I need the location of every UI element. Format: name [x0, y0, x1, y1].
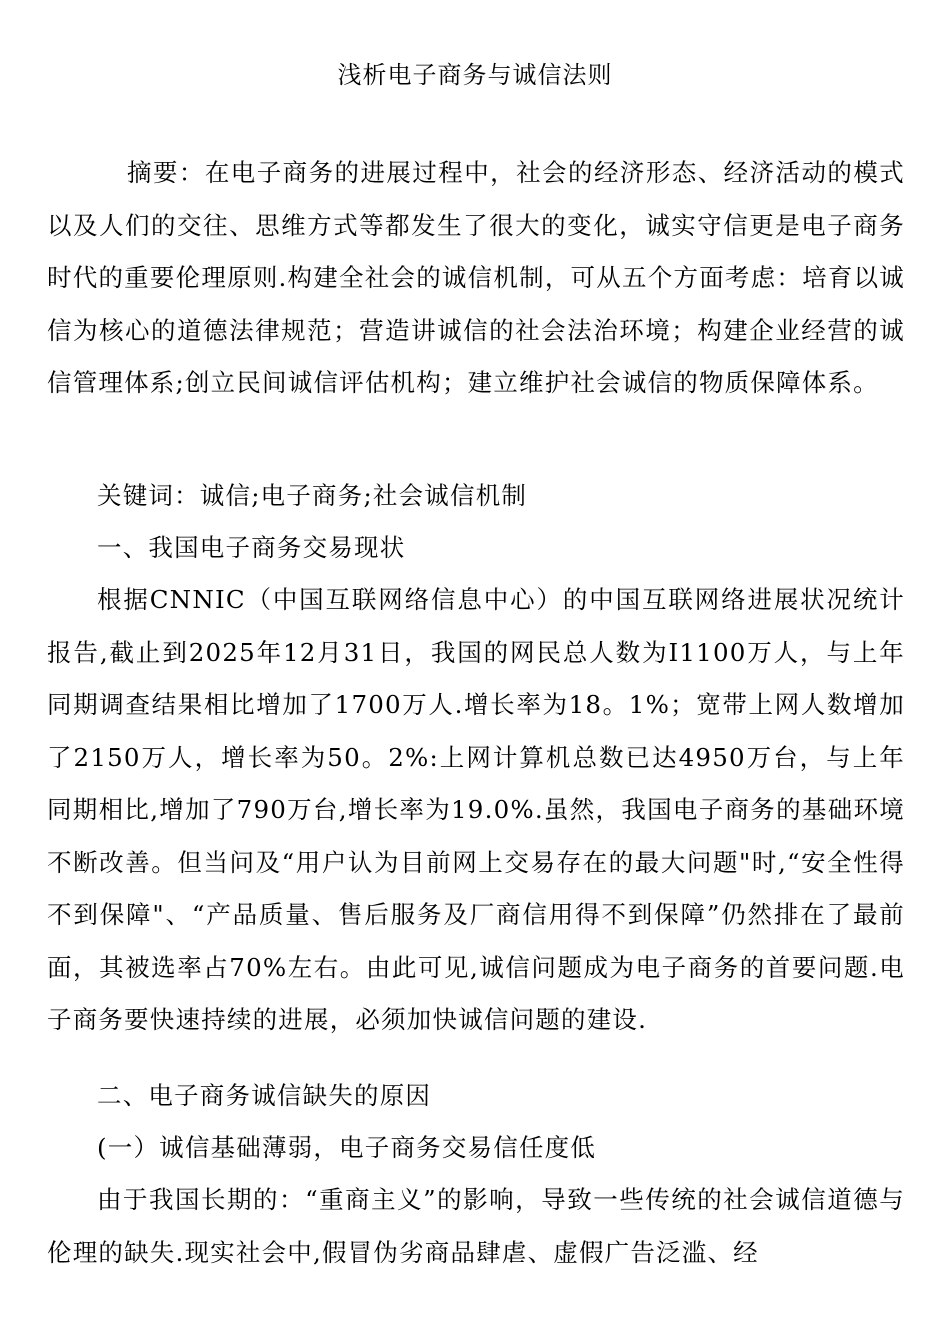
subsection-heading-2-1: (一）诚信基础薄弱，电子商务交易信任度低: [97, 1133, 597, 1162]
abstract-paragraph: 摘要：在电子商务的进展过程中，社会的经济形态、经济活动的模式以及人们的交往、思维方式等都发生了很大的变化，诚实守信更是电子商务时代的重要伦理原则.构建全社会的诚信机制，可从五个方面考虑：培育以诚信为核心的道德法律规范；营造讲诚信的社会法治环境；构建企业经营的诚信管理体系;创立民间诚信评估机构；建立维护社会诚信的物质保障体系。: [47, 158, 905, 397]
document-title: 浅析电子商务与诚信法则: [337, 61, 613, 89]
section-1-paragraph: 根据CNNIC（中国互联网络信息中心）的中国互联网络进展状况统计报告,截止到2025年12月31日，我国的网民总人数为I1100万人，与上年同期调查结果相比增加了1700万人.增长率为18。1%；宽带上网人数增加了2150万人，增长率为50。2%:上网计算机总数已达4950万台，与上年同期相比,增加了790万台,增长率为19.0%.虽然，我国电子商务的基础环境不断改善。但当问及“用户认为目前网上交易存在的最大问题"时,“安全性得不到保障"、“产品质量、售后服务及厂商信用得不到保障”仍然排在了最前面，其被选率占70%左右。由此可见,诚信问题成为电子商务的首要问题.电子商务要快速持续的进展，必须加快诚信问题的建设.: [47, 585, 905, 1034]
section-heading-1: 一、我国电子商务交易现状: [97, 533, 406, 562]
subsection-2-1-paragraph: 由于我国长期的：“重商主义”的影响，导致一些传统的社会诚信道德与伦理的缺失.现实社会中,假冒伪劣商品肆虐、虚假广告泛滥、经: [47, 1185, 905, 1267]
section-heading-2: 二、电子商务诚信缺失的原因: [97, 1081, 432, 1110]
keywords-line: 关键词：诚信;电子商务;社会诚信机制: [97, 481, 528, 510]
